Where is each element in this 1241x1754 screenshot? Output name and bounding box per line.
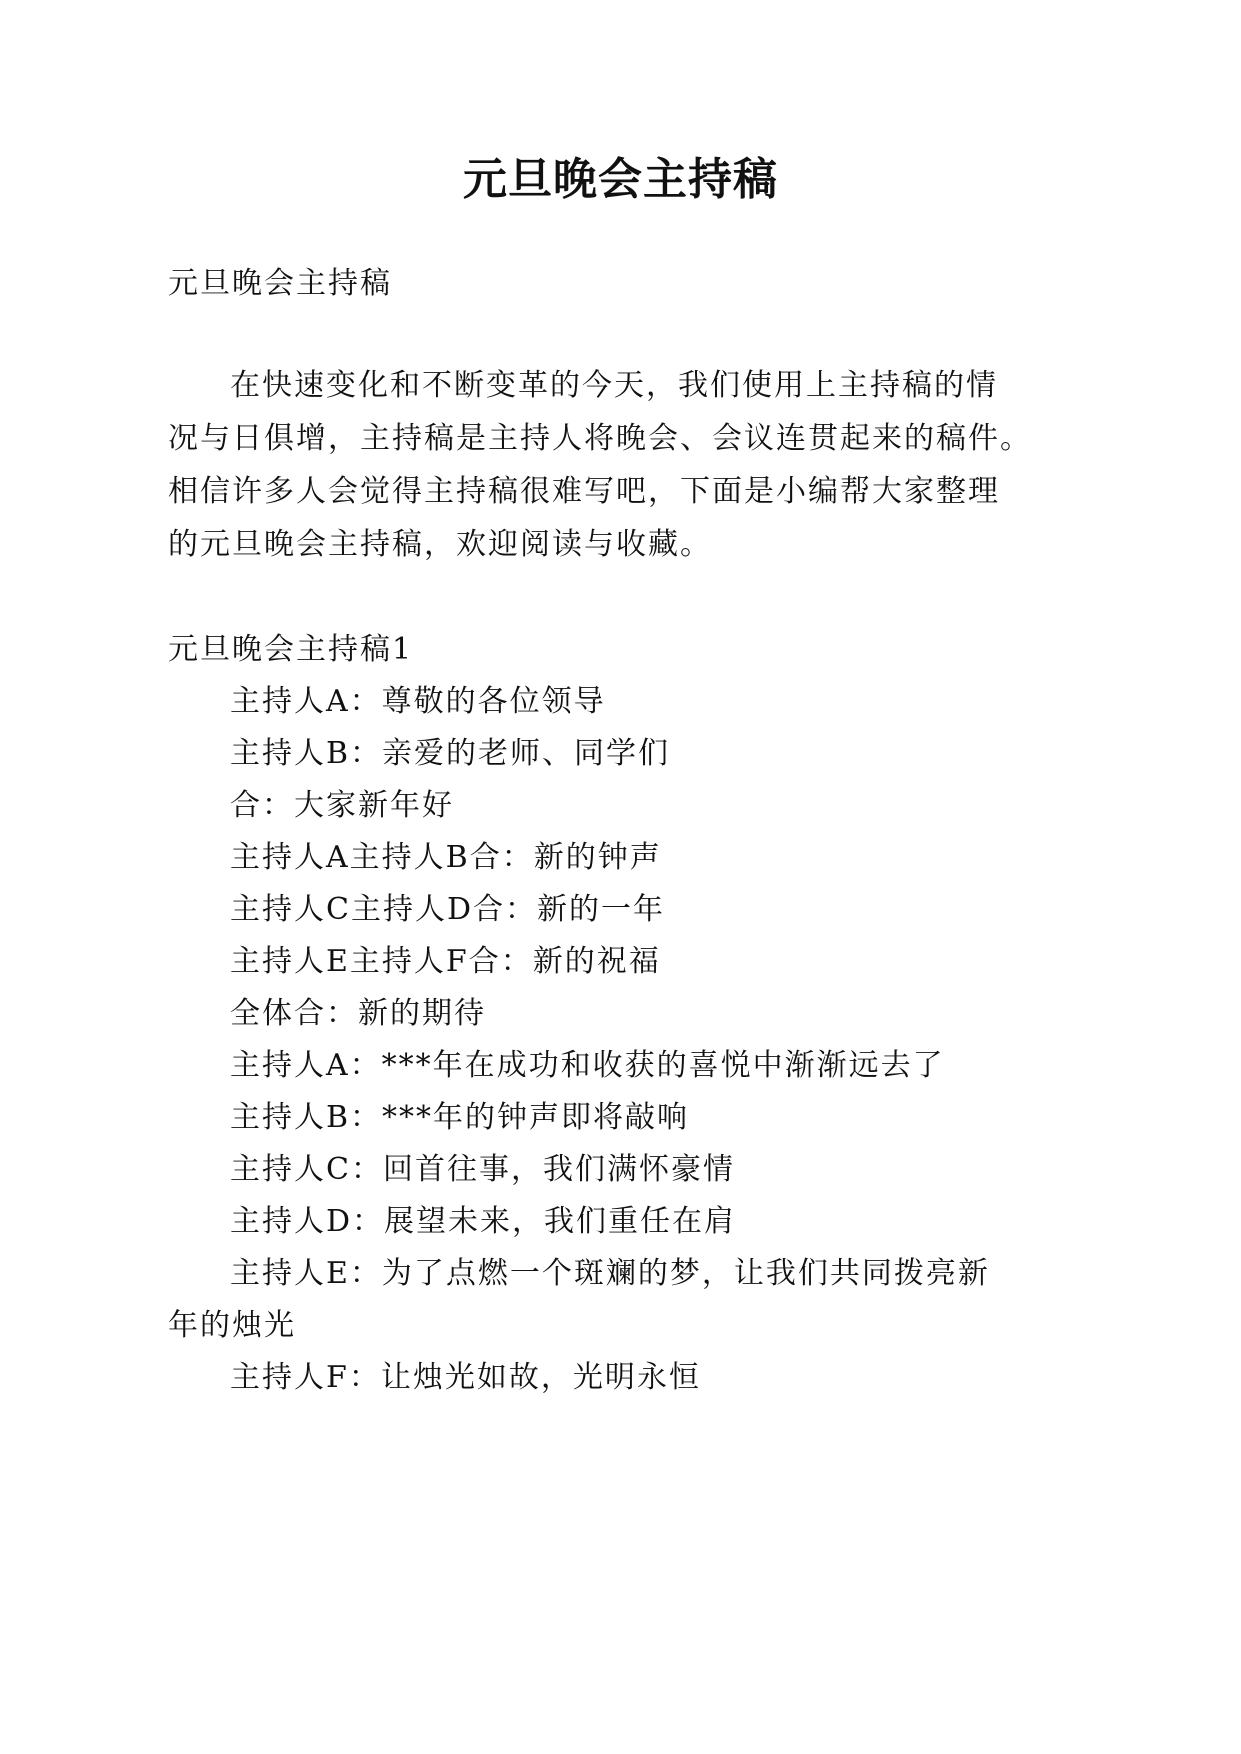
script-line: 主持人A主持人B合：新的钟声 bbox=[230, 840, 662, 875]
script-line: 主持人D：展望未来，我们重任在肩 bbox=[230, 1204, 737, 1239]
script-line: 主持人A：***年在成功和收获的喜悦中渐渐远去了 bbox=[230, 1048, 945, 1083]
script-line: 主持人C主持人D合：新的一年 bbox=[230, 892, 666, 927]
script-line: 主持人C：回首往事，我们满怀豪情 bbox=[230, 1152, 735, 1187]
intro-line-3: 相信许多人会觉得主持稿很难写吧，下面是小编帮大家整理 bbox=[168, 474, 1000, 509]
document-subtitle: 元旦晚会主持稿 bbox=[168, 266, 392, 301]
script-line: 主持人B：***年的钟声即将敲响 bbox=[230, 1100, 690, 1135]
section-heading: 元旦晚会主持稿1 bbox=[168, 632, 414, 667]
script-line-continuation: 年的烛光 bbox=[168, 1308, 296, 1343]
intro-line-4: 的元旦晚会主持稿，欢迎阅读与收藏。 bbox=[168, 527, 712, 562]
script-line: 主持人B：亲爱的老师、同学们 bbox=[230, 736, 671, 771]
script-line: 主持人E主持人F合：新的祝福 bbox=[230, 944, 661, 979]
intro-line-2: 况与日俱增，主持稿是主持人将晚会、会议连贯起来的稿件。 bbox=[168, 421, 1032, 456]
script-line: 主持人F：让烛光如故，光明永恒 bbox=[230, 1360, 701, 1395]
document-title: 元旦晚会主持稿 bbox=[463, 154, 778, 205]
script-line: 合：大家新年好 bbox=[230, 788, 454, 823]
intro-line-1: 在快速变化和不断变革的今天，我们使用上主持稿的情 bbox=[230, 368, 998, 403]
script-line: 全体合：新的期待 bbox=[230, 996, 486, 1031]
script-line: 主持人A：尊敬的各位领导 bbox=[230, 684, 606, 719]
script-line: 主持人E：为了点燃一个斑斓的梦，让我们共同拨亮新 bbox=[230, 1256, 990, 1291]
